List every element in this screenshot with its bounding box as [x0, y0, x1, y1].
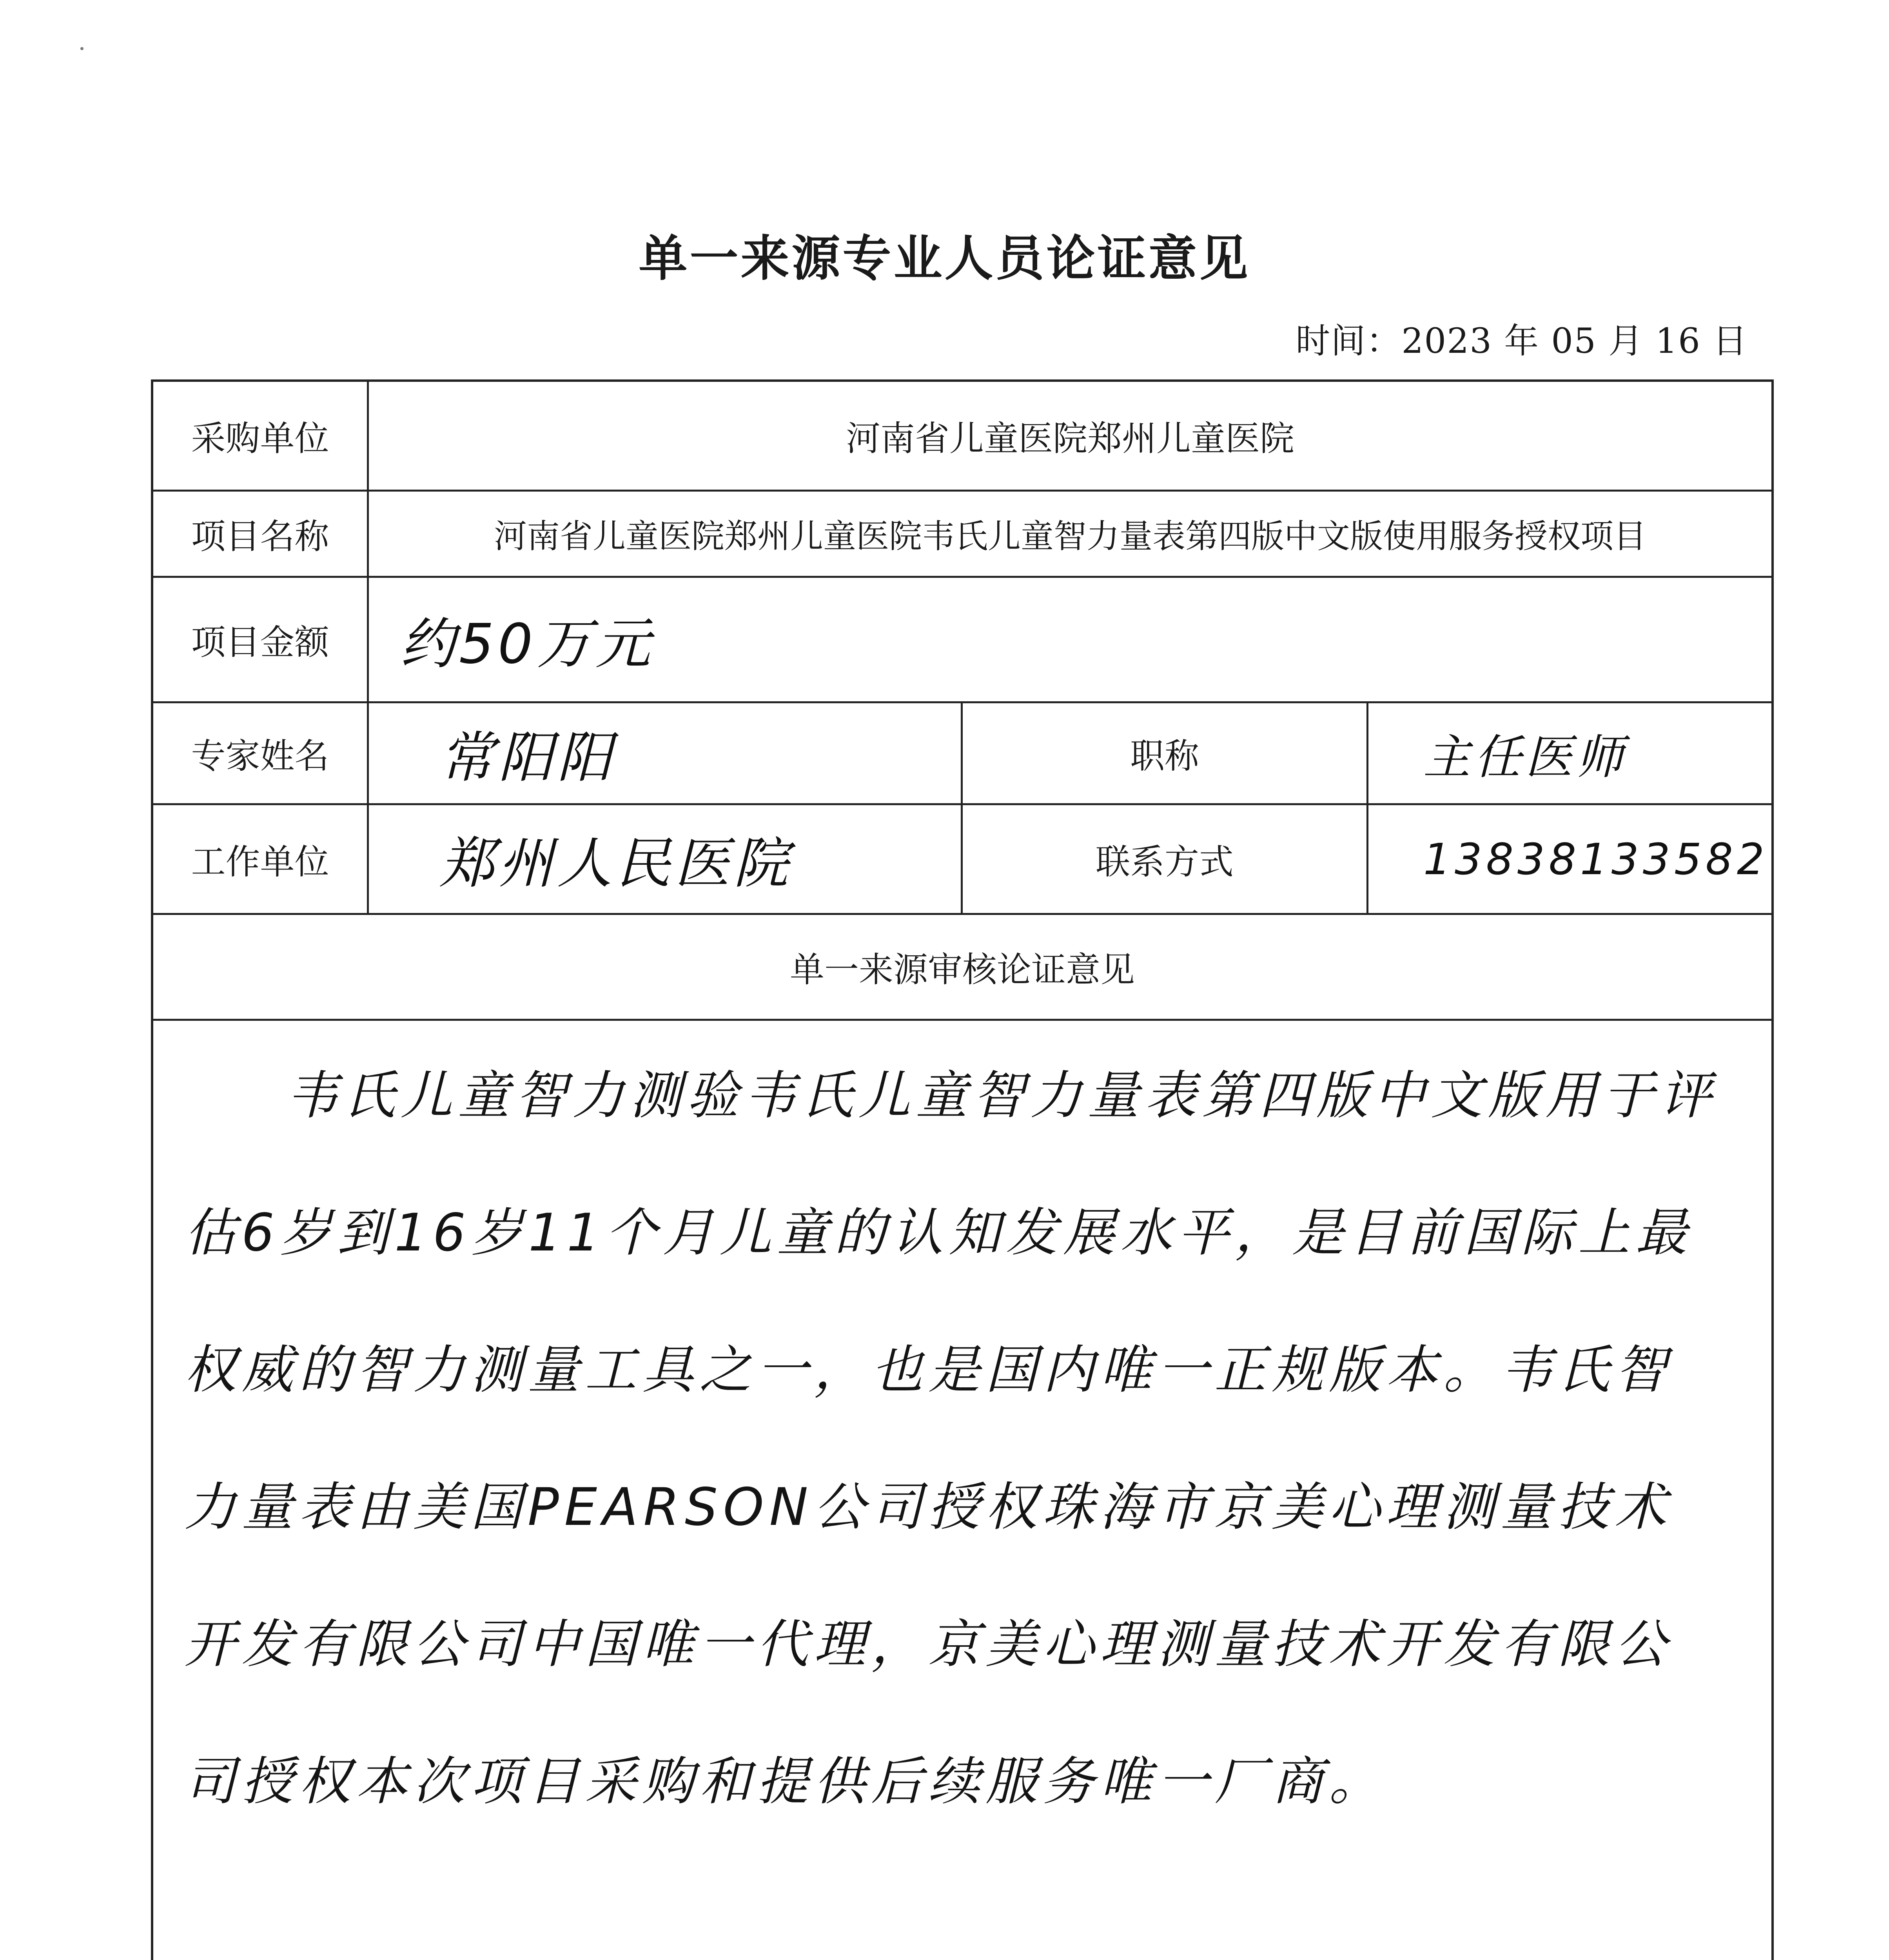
contact-value: 13838133582 — [1423, 834, 1768, 884]
purchaser-row — [153, 382, 1771, 492]
title-label: 职称 — [963, 703, 1368, 803]
date-line: 时间：2023 年 05 月 16 日 — [1296, 321, 1748, 361]
project-name-label: 项目名称 — [153, 492, 369, 576]
work-unit-value: 郑州人民医院 — [369, 805, 963, 913]
opinion-header-row — [153, 915, 1771, 1021]
purchaser-value: 河南省儿童医院郑州儿童医院 — [846, 418, 1294, 459]
opinion-header: 单一来源审核论证意见 — [789, 949, 1135, 990]
amount-row — [153, 578, 1771, 703]
amount-value: 约50万元 — [400, 612, 655, 676]
purchaser-label: 采购单位 — [153, 382, 369, 490]
project-name-value: 河南省儿童医院郑州儿童医院韦氏儿童智力量表第四版中文版使用服务授权项目 — [494, 517, 1646, 555]
title-value: 主任医师 — [1423, 730, 1627, 785]
work-unit-label: 工作单位 — [153, 805, 369, 913]
expert-row — [153, 703, 1771, 805]
expert-name-label: 专家姓名 — [153, 703, 369, 803]
work-unit-row — [153, 805, 1771, 915]
page-title: 单一来源专业人员论证意见 — [639, 230, 1250, 287]
expert-name-value: 常阳阳 — [369, 703, 963, 803]
opinion-body: 韦氏儿童智力测验韦氏儿童智力量表第四版中文版用于评估6岁到16岁11个月儿童的认知发展水平，是目前国际上最权威的智力测量工具之一，也是国内唯一正规版本。韦氏智力量表由美国PEARSON公司授权珠海市京美心理测量技术开发有限公司中国唯一代理，京美心理测量技术开发有限公司授权本次项目采购和提供后续服务唯一厂商。 — [184, 1065, 1717, 1812]
project-name-row — [153, 492, 1771, 578]
contact-label: 联系方式 — [963, 805, 1368, 913]
amount-label: 项目金额 — [153, 578, 369, 701]
scan-speck — [80, 47, 83, 50]
